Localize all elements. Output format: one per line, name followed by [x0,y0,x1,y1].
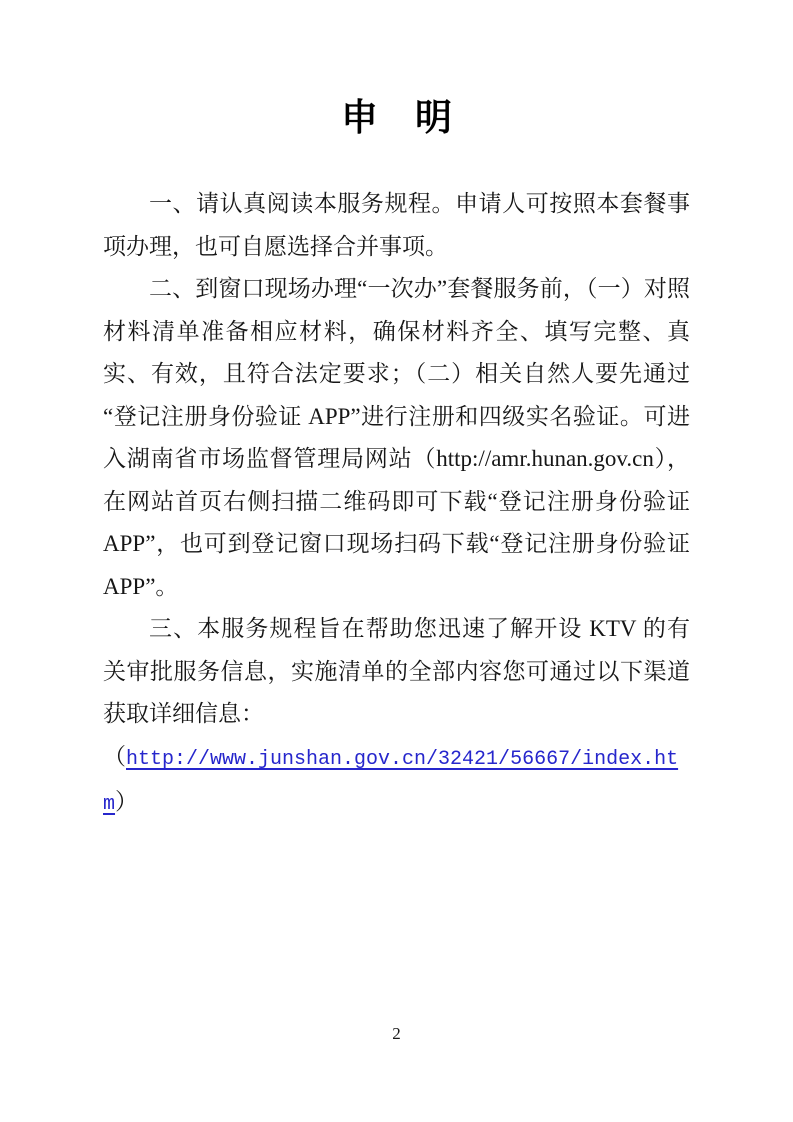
paragraph-1: 一、请认真阅读本服务规程。申请人可按照本套餐事项办理，也可自愿选择合并事项。 [103,191,690,259]
link-line [103,736,690,827]
page-title: 申 明 [341,97,452,138]
document-body [0,141,793,827]
page-number: 2 [392,1024,401,1043]
service-url-link[interactable]: http://www.junshan.gov.cn/32421/56667/index.htm [103,747,679,817]
open-paren: （ [103,743,126,769]
paragraph-3: 三、本服务规程旨在帮助您迅速了解开设 KTV 的有关审批服务信息，实施清单的全部内容您可通过以下渠道获取详细信息： [103,616,690,727]
close-paren: ） [115,789,139,815]
paragraph-2: 二、到窗口现场办理“一次办”套餐服务前，（一）对照材料清单准备相应材料，确保材料齐全、填写完整、真实、有效，且符合法定要求；（二）相关自然人要先通过“登记注册身份验证 APP”进行注册和四级实名验证。可进入湖南省市场监督管理局网站（http://amr.hunan.gov.cn），在网站首页右侧扫描二维码即可下载“登记注册身份验证 APP”，也可到登记窗口现场扫码下载“登记注册身份验证 APP”。 [103,276,690,599]
